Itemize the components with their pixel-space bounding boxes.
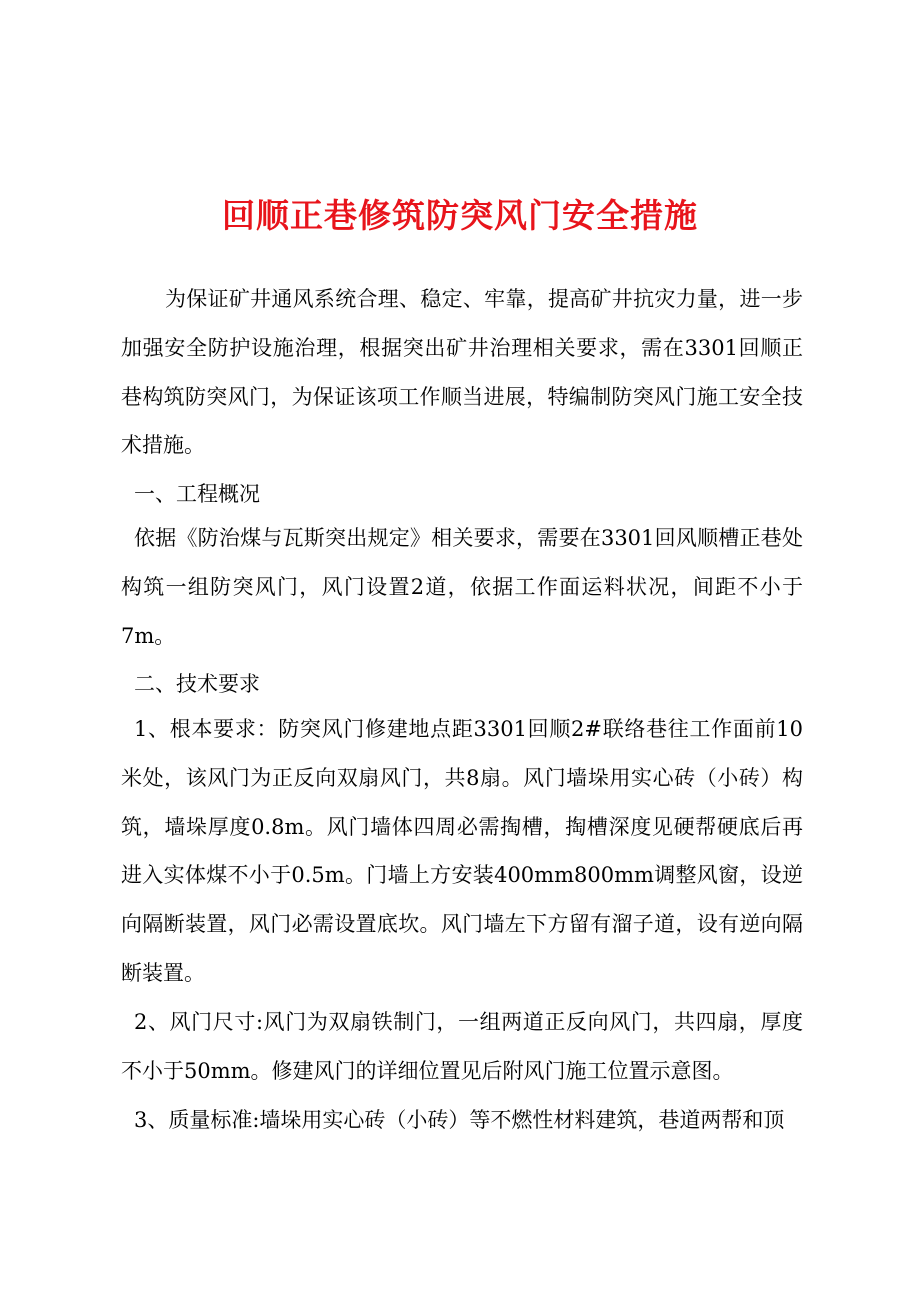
section-heading-overview: 一、工程概况 — [134, 482, 260, 506]
requirement-2-paragraph: 2、风门尺寸:风门为双扇铁制门，一组两道正反向风门，共四扇，厚度不小于50mm。修建风门的详细位置见后附风门施工位置示意图。 — [121, 1010, 803, 1083]
requirement-1-paragraph: 1、根本要求：防突风门修建地点距3301回顺2#联络巷往工作面前10米处，该风门为正反向双扇风门，共8扇。风门墙垛用实心砖（小砖）构筑，墙垛厚度0.8m。风门墙体四周必需掏槽，掏槽深度见硬帮硬底后再进入实体煤不小于0.5m。门墙上方安装400mm800mm调整风窗，设逆向隔断装置，风门必需设置底坎。风门墙左下方留有溜子道，设有逆向隔断装置。 — [121, 717, 803, 985]
intro-paragraph: 为保证矿井通风系统合理、稳定、牢靠，提高矿井抗灾力量，进一步加强安全防护设施治理，根据突出矿井治理相关要求，需在3301回顺正巷构筑防突风门，为保证该项工作顺当进展，特编制防突风门施工安全技术措施。 — [121, 287, 803, 458]
section-heading-technical: 二、技术要求 — [134, 672, 260, 696]
document-title: 回顺正巷修筑防突风门安全措施 — [222, 196, 698, 235]
overview-paragraph: 依据《防治煤与瓦斯突出规定》相关要求，需要在3301回风顺槽正巷处构筑一组防突风门，风门设置2道，依据工作面运料状况，间距不小于7m。 — [121, 526, 803, 648]
requirement-3-paragraph: 3、质量标准:墙垛用实心砖（小砖）等不燃性材料建筑，巷道两帮和顶 — [134, 1108, 785, 1132]
